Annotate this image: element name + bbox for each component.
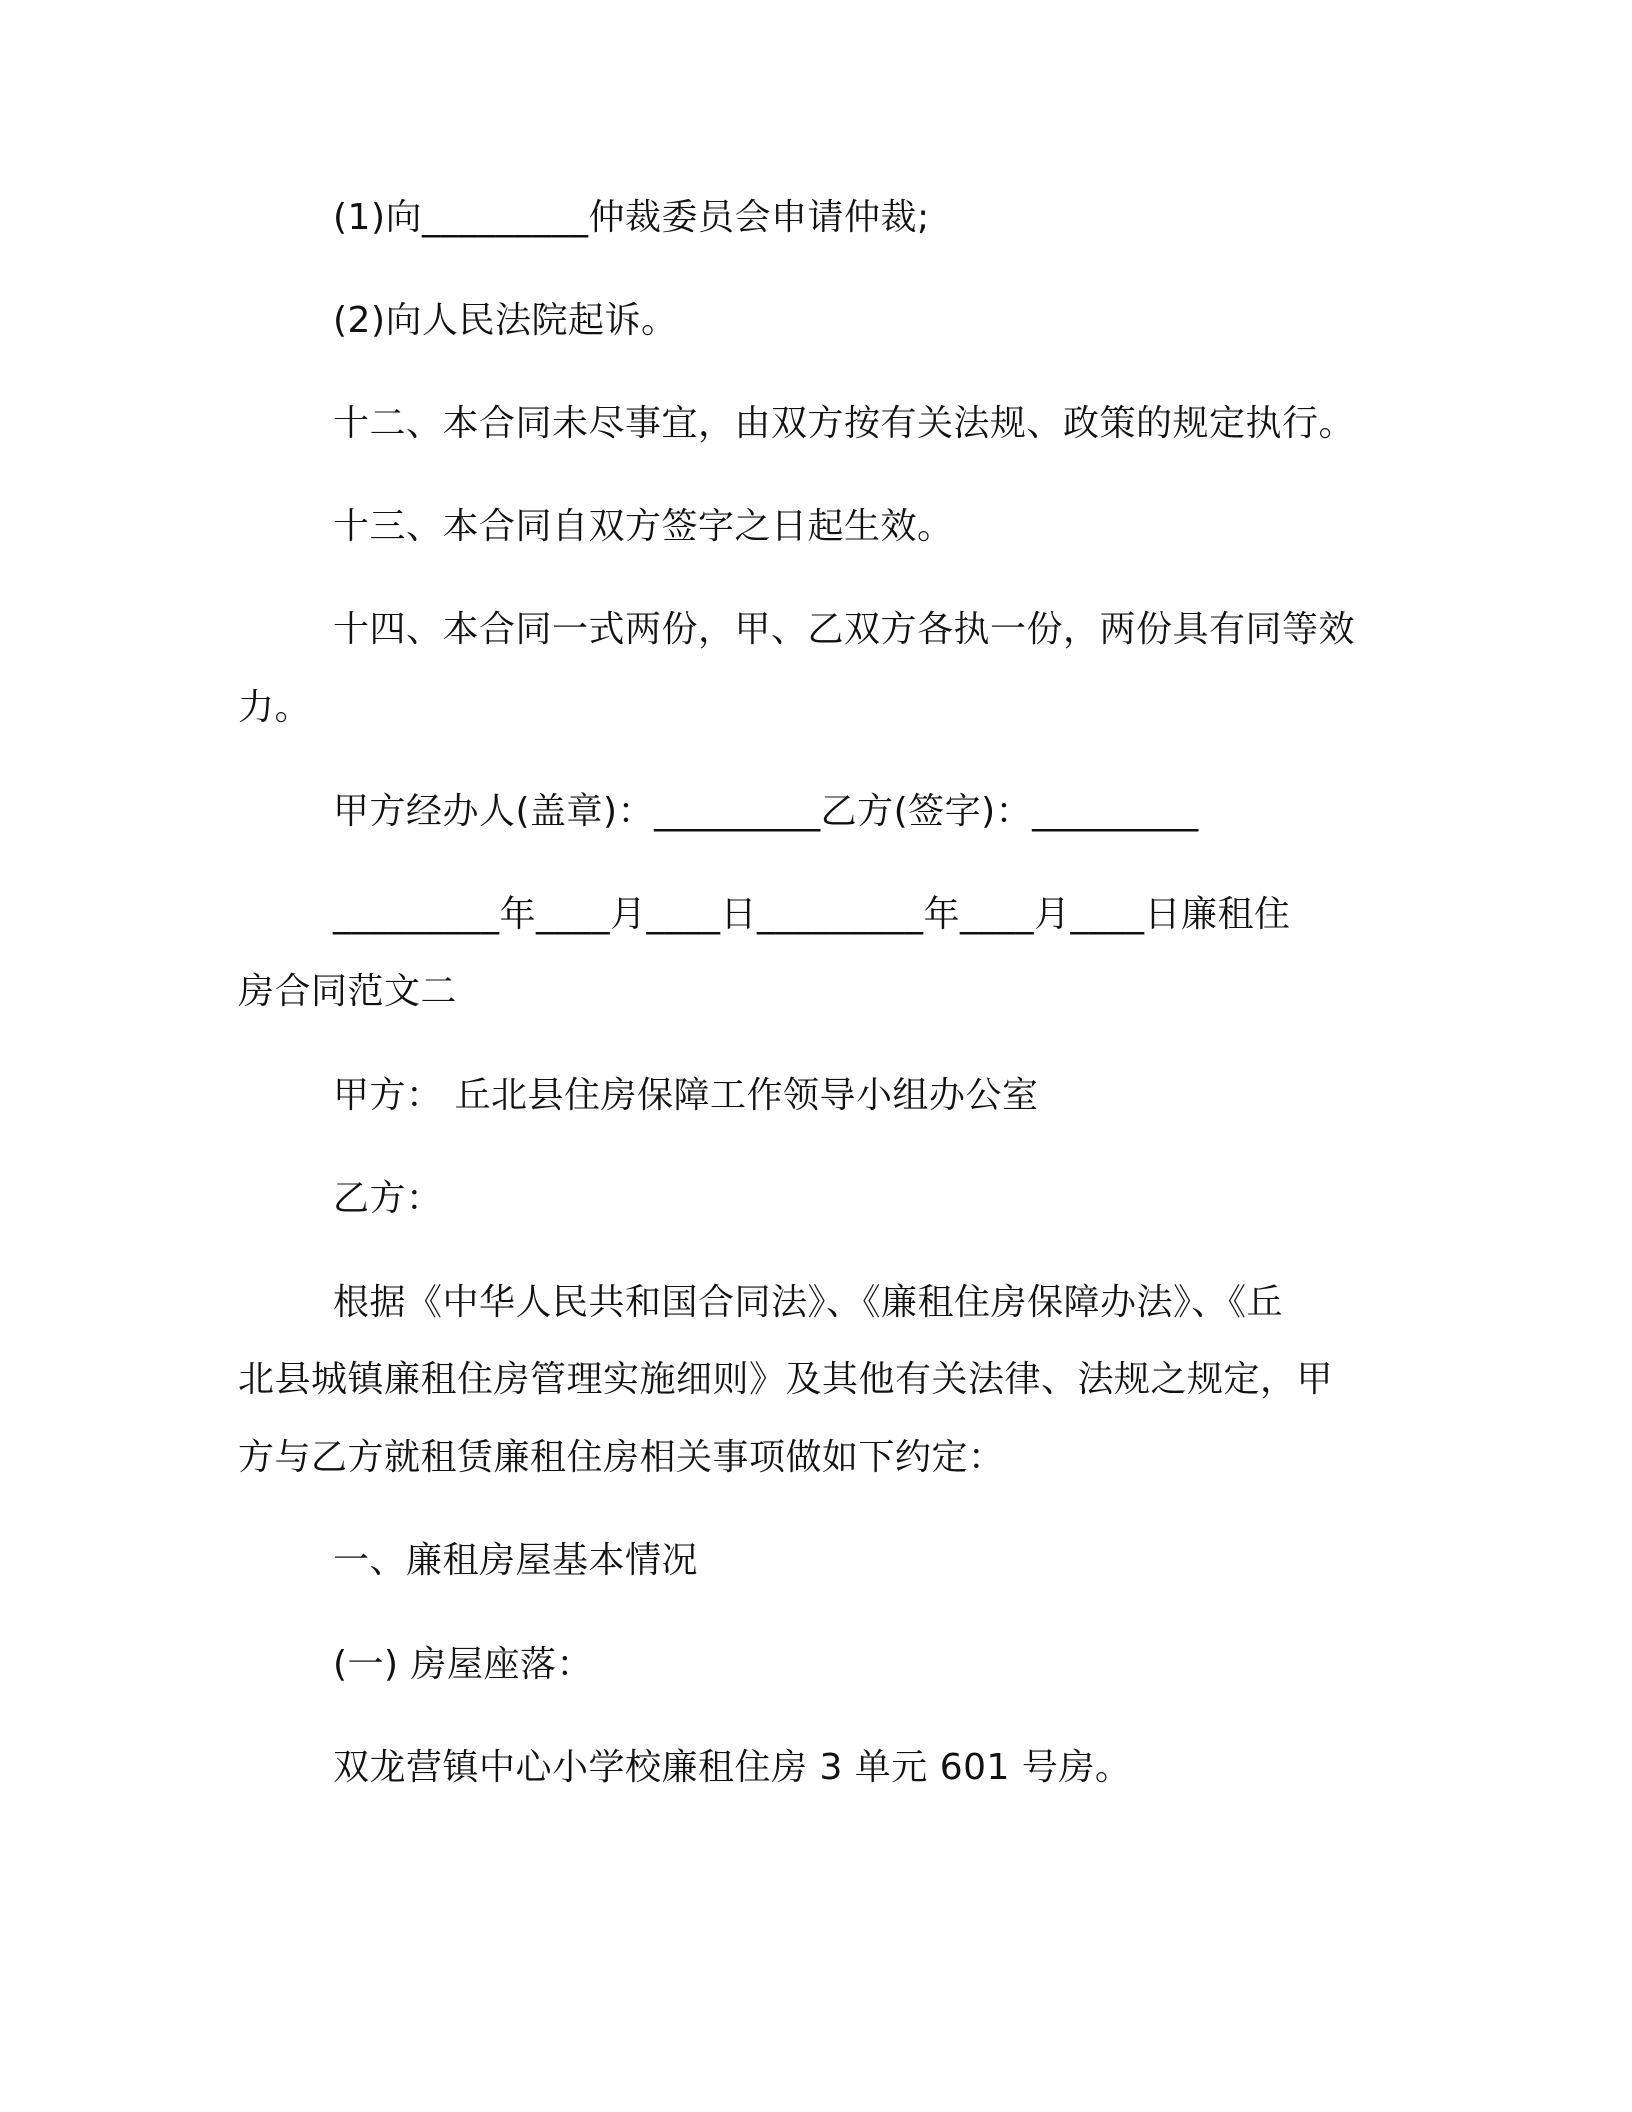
clause-fourteen-line-2: 力。 — [238, 687, 312, 728]
clause-fourteen-line-1: 十四、本合同一式两份，甲、乙双方各执一份，两份具有同等效 — [333, 609, 1356, 650]
date-line: _________年____月____日_________年____月____日廉租住 — [333, 894, 1291, 935]
party-a-line: 甲方： 丘北县住房保障工作领导小组办公室 — [333, 1075, 1039, 1116]
preamble-line-2: 北县城镇廉租住房管理实施细则》及其他有关法律、法规之规定，甲 — [238, 1359, 1334, 1400]
clause-lawsuit-option-2: (2)向人民法院起诉。 — [333, 300, 678, 341]
party-b-line: 乙方： — [333, 1178, 443, 1219]
signature-line: 甲方经办人(盖章)：_________乙方(签字)：_________ — [333, 791, 1199, 832]
clause-arbitration-option-1: (1)向_________仲裁委员会申请仲裁; — [333, 197, 930, 238]
section-title-sample-two: 房合同范文二 — [238, 971, 458, 1012]
section-one-heading: 一、廉租房屋基本情况 — [333, 1540, 699, 1581]
clause-twelve: 十二、本合同未尽事宜，由双方按有关法规、政策的规定执行。 — [333, 403, 1356, 444]
location-detail: 双龙营镇中心小学校廉租住房 3 单元 601 号房。 — [333, 1747, 1132, 1788]
clause-thirteen: 十三、本合同自双方签字之日起生效。 — [333, 506, 954, 547]
subsection-location-heading: (一) 房屋座落： — [333, 1644, 594, 1685]
preamble-line-1: 根据《中华人民共和国合同法》、《廉租住房保障办法》、《丘 — [333, 1282, 1284, 1323]
preamble-line-3: 方与乙方就租赁廉租住房相关事项做如下约定： — [238, 1437, 1005, 1478]
